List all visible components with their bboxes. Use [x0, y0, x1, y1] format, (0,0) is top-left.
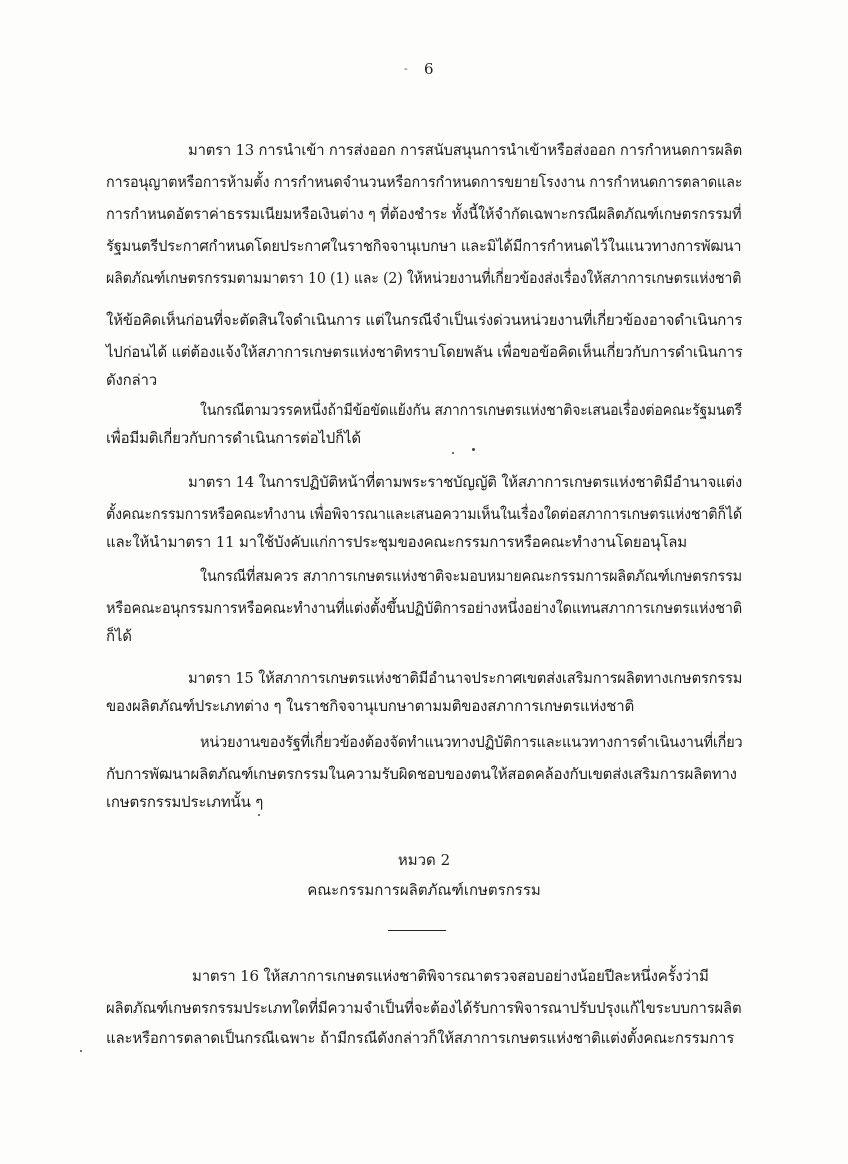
section-13-line-8: ดังกล่าว	[106, 371, 157, 389]
section-15-line-2: ของผลิตภัณฑ์ประเภทต่าง ๆ ในราชกิจจานุเบกษาตามมติของสภาการเกษตรแห่งชาติ	[106, 697, 635, 715]
scan-speck	[258, 814, 260, 816]
section-14-line-6: ก็ได้	[106, 627, 132, 645]
scan-speck	[472, 448, 475, 451]
section-13-line-4: รัฐมนตรีประกาศกำหนดโดยประกาศในราชกิจจานุเบกษา และมิได้มีการกำหนดไว้ในแนวทางการพัฒนา	[106, 237, 742, 255]
section-15-line-5: เกษตรกรรมประเภทนั้น ๆ	[106, 793, 264, 811]
scan-speck	[80, 1050, 82, 1052]
section-14-line-2: ตั้งคณะกรรมการหรือคณะทำงาน เพื่อพิจารณาและเสนอความเห็นในเรื่องใดต่อสภาการเกษตรแห่งชาติก็ได้	[106, 505, 743, 523]
section-15-line-4: กับการพัฒนาผลิตภัณฑ์เกษตรกรรมในความรับผิดชอบของตนให้สอดคล้องกับเขตส่งเสริมการผลิตทาง	[106, 765, 737, 783]
page-number-dash: -	[404, 62, 408, 75]
section-16-line-3: และหรือการตลาดเป็นกรณีเฉพาะ ถ้ามีกรณีดังกล่าวก็ให้สภาการเกษตรแห่งชาติแต่งตั้งคณะกรรมการ	[106, 1029, 735, 1047]
section-13-line-1: มาตรา 13 การนำเข้า การส่งออก การสนับสนุนการนำเข้าหรือส่งออก การกำหนดการผลิต	[188, 141, 743, 159]
section-14-line-1: มาตรา 14 ในการปฏิบัติหน้าที่ตามพระราชบัญญัติ ให้สภาการเกษตรแห่งชาติมีอำนาจแต่ง	[188, 473, 743, 491]
section-15-line-3: หน่วยงานของรัฐที่เกี่ยวข้องต้องจัดทำแนวทางปฏิบัติการและแนวทางการดำเนินงานที่เกี่ยว	[200, 733, 743, 751]
section-13-line-2: การอนุญาตหรือการห้ามตั้ง การกำหนดจำนวนหรือการกำหนดการขยายโรงงาน การกำหนดการตลาดและ	[106, 173, 743, 191]
section-14-line-4: ในกรณีที่สมควร สภาการเกษตรแห่งชาติจะมอบหมายคณะกรรมการผลิตภัณฑ์เกษตรกรรม	[200, 567, 743, 585]
chapter-heading: หมวด 2	[397, 851, 451, 869]
section-13-line-6: ให้ข้อคิดเห็นก่อนที่จะตัดสินใจดำเนินการ แต่ในกรณีจำเป็นเร่งด่วนหน่วยงานที่เกี่ยวข้องอาจดำเนินการ	[106, 311, 743, 329]
scan-speck	[452, 452, 454, 454]
section-15-line-1: มาตรา 15 ให้สภาการเกษตรแห่งชาติมีอำนาจประกาศเขตส่งเสริมการผลิตทางเกษตรกรรม	[188, 669, 743, 687]
section-16-line-2: ผลิตภัณฑ์เกษตรกรรมประเภทใดที่มีความจำเป็นที่จะต้องได้รับการพิจารณาปรับปรุงแก้ไขระบบการผลิต	[106, 999, 742, 1017]
section-14-line-5: หรือคณะอนุกรรมการหรือคณะทำงานที่แต่งตั้งขึ้นปฏิบัติการอย่างหนึ่งอย่างใดแทนสภาการเกษตรแห่งชาติ	[106, 599, 743, 617]
section-13-line-7: ไปก่อนได้ แต่ต้องแจ้งให้สภาการเกษตรแห่งชาติทราบโดยพลัน เพื่อขอข้อคิดเห็นเกี่ยวกับการดำเนินการ	[106, 343, 743, 361]
section-13-line-10: เพื่อมีมติเกี่ยวกับการดำเนินการต่อไปก็ได้	[106, 429, 361, 447]
section-16-line-1: มาตรา 16 ให้สภาการเกษตรแห่งชาติพิจารณาตรวจสอบอย่างน้อยปีละหนึ่งครั้งว่ามี	[192, 967, 709, 985]
chapter-divider	[388, 930, 446, 931]
section-13-line-9: ในกรณีตามวรรคหนึ่งถ้ามีข้อขัดแย้งกัน สภาการเกษตรแห่งชาติจะเสนอเรื่องต่อคณะรัฐมนตรี	[200, 401, 742, 419]
section-14-line-3: และให้นำมาตรา 11 มาใช้บังคับแก่การประชุมของคณะกรรมการหรือคณะทำงานโดยอนุโลม	[106, 533, 687, 551]
section-13-line-5: ผลิตภัณฑ์เกษตรกรรมตามมาตรา 10 (1) และ (2) ให้หน่วยงานที่เกี่ยวข้องส่งเรื่องให้สภาการเกษตรแห่งชาติ	[106, 269, 742, 287]
chapter-title: คณะกรรมการผลิตภัณฑ์เกษตรกรรม	[307, 881, 541, 899]
page-number: 6	[424, 60, 434, 78]
section-13-line-3: การกำหนดอัตราค่าธรรมเนียมหรือเงินต่าง ๆ ที่ต้องชำระ ทั้งนี้ให้จำกัดเฉพาะกรณีผลิตภัณฑ์เกษตรกรรมที่	[106, 205, 742, 223]
